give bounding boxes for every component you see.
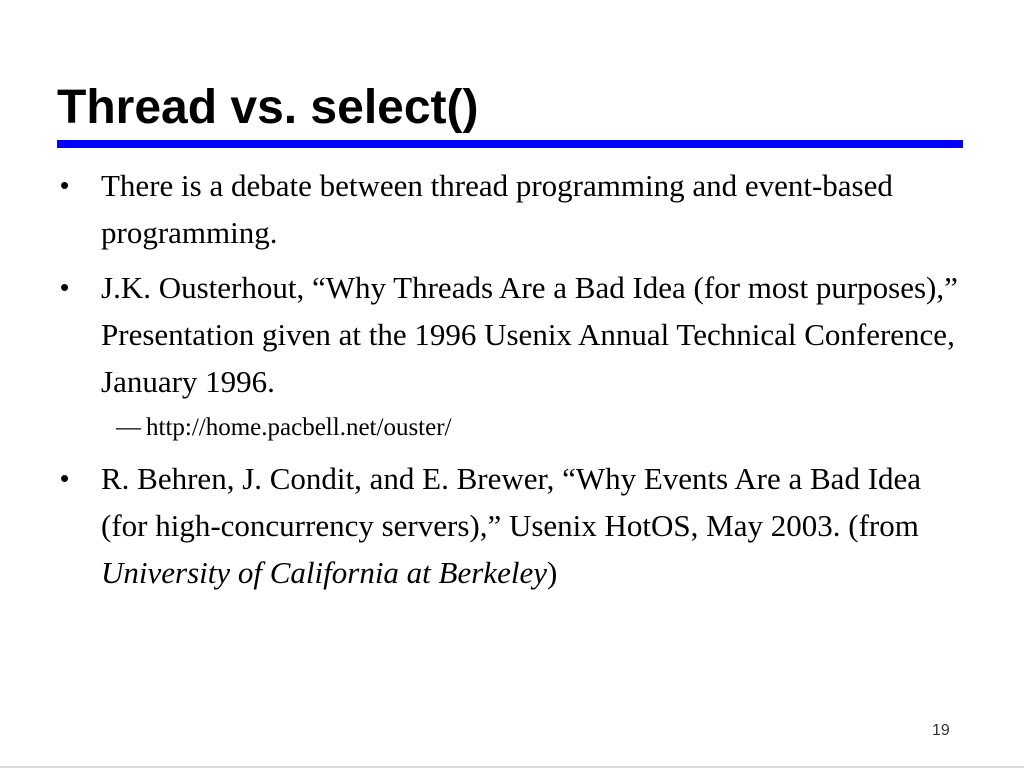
- bullet-text-italic: University of California at Berkeley: [101, 555, 547, 590]
- title-underline: [57, 140, 963, 148]
- bullet-item-debate: [60, 162, 960, 256]
- sub-bullet-url: [60, 408, 960, 448]
- bullet-text-end: ): [546, 555, 558, 590]
- bullet-item-behren: [60, 455, 960, 596]
- bullet-text: There is a debate between thread programming and event-based programming.: [101, 168, 893, 250]
- page-number: 19: [932, 722, 950, 739]
- bullet-text: R. Behren, J. Condit, and E. Brewer, “Why Events Are a Bad Idea (for high-concurrency servers),” Usenix HotOS, May 2003. (from: [101, 461, 922, 543]
- sub-bullet-link[interactable]: http://home.pacbell.net/ouster/: [146, 414, 452, 441]
- bullet-dot: •: [60, 170, 70, 200]
- bullet-item-ousterhout: [60, 264, 960, 405]
- slide-body: [60, 162, 960, 596]
- sub-bullet-dash: —: [116, 414, 141, 441]
- bullet-dot: •: [60, 272, 70, 302]
- slide-title: Thread vs. select(): [57, 81, 479, 134]
- bullet-dot: •: [60, 463, 70, 493]
- bullet-text: J.K. Ousterhout, “Why Threads Are a Bad Idea (for most purposes),” Presentation given at the 1996 Usenix Annual Technical Conference, January 1996.: [101, 270, 958, 399]
